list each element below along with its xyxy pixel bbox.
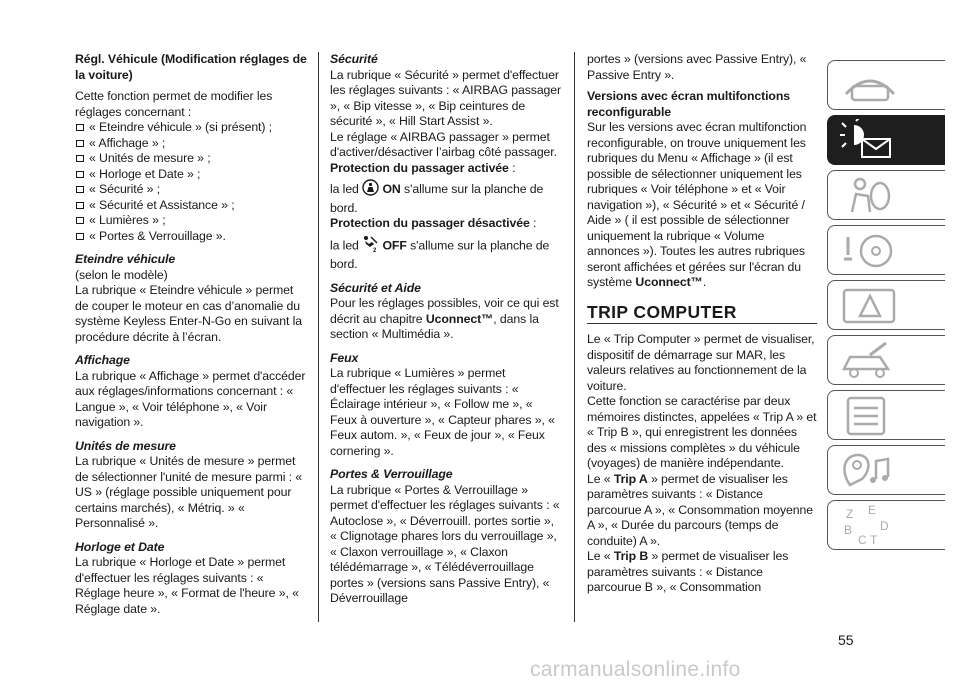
tab-servicing[interactable] bbox=[827, 335, 945, 385]
body-text: La rubrique « Eteindre véhicule » permet de couper le moteur en cas d’anomalie du système Keyless Enter-N-Go en suivant la procédure décrite à l’écran. bbox=[75, 283, 302, 344]
body-text: Pour les réglages possibles, voir ce qui est décrit au chapitre Uconnect™, dans la section « Multimédia ». bbox=[330, 296, 559, 341]
list-item: « Sécurité » ; bbox=[75, 182, 307, 198]
body-text: Le réglage « AIRBAG passager » permet d'activer/désactiver l’airbag côté passager. Protection du passager activée : bbox=[330, 129, 557, 175]
intro-text: Cette fonction permet de modifier les réglages concernant : bbox=[75, 89, 273, 119]
subsection-title: Sécurité bbox=[330, 52, 378, 66]
settings-bullet-list bbox=[75, 120, 307, 244]
tab-emergency[interactable] bbox=[827, 280, 945, 330]
svg-text:D: D bbox=[880, 519, 889, 533]
body-text: Le « Trip A » permet de visualiser les paramètres suivants : « Distance parcourue A », « Consommation moyenne A », « Durée du parcours (temps de conduite) A ». bbox=[587, 471, 813, 548]
column-2 bbox=[330, 52, 562, 607]
svg-text:T: T bbox=[870, 533, 878, 547]
subsection-title: Sécurité et Aide bbox=[330, 280, 421, 295]
car-wrench-icon bbox=[840, 339, 900, 383]
body-text: La rubrique « Portes & Verrouillage » permet d'effectuer les réglages suivants : « Autoclose », « Déverrouill. portes sortie », « Clignotage phares lors du verrouillage », « Claxon verrouillage », « Claxon télédémarrage », « Télédéverrouillage portes » (versions sans Passive Entry), « Déverrouillage bbox=[330, 482, 560, 605]
body-text: La rubrique « Horloge et Date » permet d'effectuer les réglages suivants : « Réglage heure », « Format de l'heure », « Réglage date ». bbox=[75, 555, 299, 616]
lights-message-icon bbox=[840, 119, 900, 163]
body-text: Protection du passager désactivée : bbox=[330, 216, 537, 230]
list-item: « Lumières » ; bbox=[75, 213, 307, 229]
body-text: Le « Trip Computer » permet de visualiser, dispositif de démarrage sur MAR, les valeurs relatives au fonctionnement de la voiture. bbox=[587, 332, 815, 393]
list-item: « Eteindre véhicule » (si présent) ; bbox=[75, 120, 307, 136]
tab-safety[interactable] bbox=[827, 170, 945, 220]
square-bullet-icon bbox=[76, 140, 84, 147]
svg-text:Z: Z bbox=[846, 507, 854, 521]
tab-technical-data[interactable] bbox=[827, 390, 945, 440]
column-1 bbox=[75, 52, 307, 617]
body-text: Le « Trip B » permet de visualiser les paramètres suivants : « Distance parcourue B », « Consommation bbox=[587, 549, 789, 594]
body-text: portes » (versions avec Passive Entry), « Passive Entry ». bbox=[587, 52, 807, 82]
square-bullet-icon bbox=[76, 217, 84, 224]
tab-dashboard[interactable] bbox=[827, 60, 945, 110]
column-divider bbox=[574, 52, 575, 622]
svg-text:E: E bbox=[868, 504, 877, 517]
tab-index[interactable] bbox=[827, 500, 945, 550]
body-text: La rubrique « Affichage » permet d'accéder aux réglages/informations concernant : « Langue », « Voir téléphone », « Voir navigation ». bbox=[75, 368, 306, 429]
body-text: Sur les versions avec écran multifonction reconfigurable, on trouve uniquement les rubriques du Menu « Affichage » (il est possible de sélectionner uniquement les rubriques « Voir téléphone » et « Voir navigation »), « Sécurité » et « Sécurité / Aide » ( il est possible de sélectionner uniquement la rubrique « Volume annonces »). Toutes les autres rubriques seront affichées et gérées sur l'écran du système Uconnect™. bbox=[587, 120, 807, 289]
square-bullet-icon bbox=[76, 202, 84, 209]
airbag-on-icon bbox=[362, 179, 379, 201]
tab-starting-driving[interactable] bbox=[827, 225, 945, 275]
subsection-title: Eteindre véhicule bbox=[75, 252, 176, 266]
list-item: « Portes & Verrouillage ». bbox=[75, 229, 307, 245]
tab-multimedia[interactable] bbox=[827, 445, 945, 495]
page-number: 55 bbox=[838, 632, 854, 648]
list-item: « Sécurité et Assistance » ; bbox=[75, 198, 307, 214]
airbag-person-icon bbox=[840, 174, 900, 218]
checklist-icon bbox=[840, 394, 900, 438]
svg-text:2: 2 bbox=[373, 247, 377, 253]
body-text: (selon le modèle) bbox=[75, 267, 168, 282]
subsection-title: Unités de mesure bbox=[75, 438, 176, 453]
title-underline bbox=[587, 323, 817, 324]
square-bullet-icon bbox=[76, 233, 84, 240]
list-item: « Unités de mesure » ; bbox=[75, 151, 307, 167]
subsection-title: Horloge et Date bbox=[75, 539, 165, 554]
body-text: Cette fonction se caractérise par deux mémoires distinctes, appelées « Trip A » et « Trip B », qui enregistrent les données des « missions complètes » du véhicule (voyages) de manière indépendante. bbox=[587, 394, 817, 470]
subsection-title: Versions avec écran multifonctions reconfigurable bbox=[587, 89, 790, 119]
airbag-off-icon bbox=[362, 235, 379, 258]
svg-text:C: C bbox=[858, 533, 867, 547]
trip-computer-title: TRIP COMPUTER bbox=[587, 301, 737, 322]
car-dashboard-icon bbox=[840, 64, 900, 108]
square-bullet-icon bbox=[76, 171, 84, 178]
body-text: La rubrique « Lumières » permet d'effectuer les réglages suivants : « Éclairage intérieur », « Follow me », « Feux à ouverture », « Capteur phares », « Feux autom. », « Feux de jour », « Feux cornering ». bbox=[330, 366, 555, 458]
warning-triangle-icon bbox=[840, 284, 900, 328]
section-heading: Régl. Véhicule (Modification réglages de la voiture) bbox=[75, 52, 307, 82]
list-item: « Affichage » ; bbox=[75, 136, 307, 152]
subsection-title: Affichage bbox=[75, 353, 130, 367]
body-text: La rubrique « Sécurité » permet d'effectuer les réglages suivants : « AIRBAG passager », « Bip vitesse », « Bip ceintures de sécurité », « Hill Start Assist ». bbox=[330, 67, 562, 128]
list-item: « Horloge et Date » ; bbox=[75, 167, 307, 183]
column-3 bbox=[587, 52, 817, 596]
tab-lights-messages[interactable] bbox=[827, 115, 945, 165]
subsection-title: Feux bbox=[330, 350, 359, 365]
nav-music-icon bbox=[840, 449, 900, 493]
body-text: la led ON s'allume sur la planche de bord. bbox=[330, 179, 562, 216]
square-bullet-icon bbox=[76, 186, 84, 193]
body-text: la led 2 OFF s'allume sur la planche de bord. bbox=[330, 235, 562, 273]
square-bullet-icon bbox=[76, 155, 84, 162]
column-divider bbox=[318, 52, 319, 622]
square-bullet-icon bbox=[76, 124, 84, 131]
steering-wheel-icon bbox=[840, 229, 900, 273]
subsection-title: Portes & Verrouillage bbox=[330, 467, 453, 481]
alphabet-index-icon bbox=[840, 504, 900, 548]
svg-text:B: B bbox=[844, 523, 853, 537]
watermark: carmanualsonline.info bbox=[530, 658, 741, 681]
body-text: La rubrique « Unités de mesure » permet de sélectionner l'unité de mesure parmi : « US » (réglage possible uniquement pour certains marchés), « Métriq. » « Personnalisé ». bbox=[75, 454, 303, 530]
